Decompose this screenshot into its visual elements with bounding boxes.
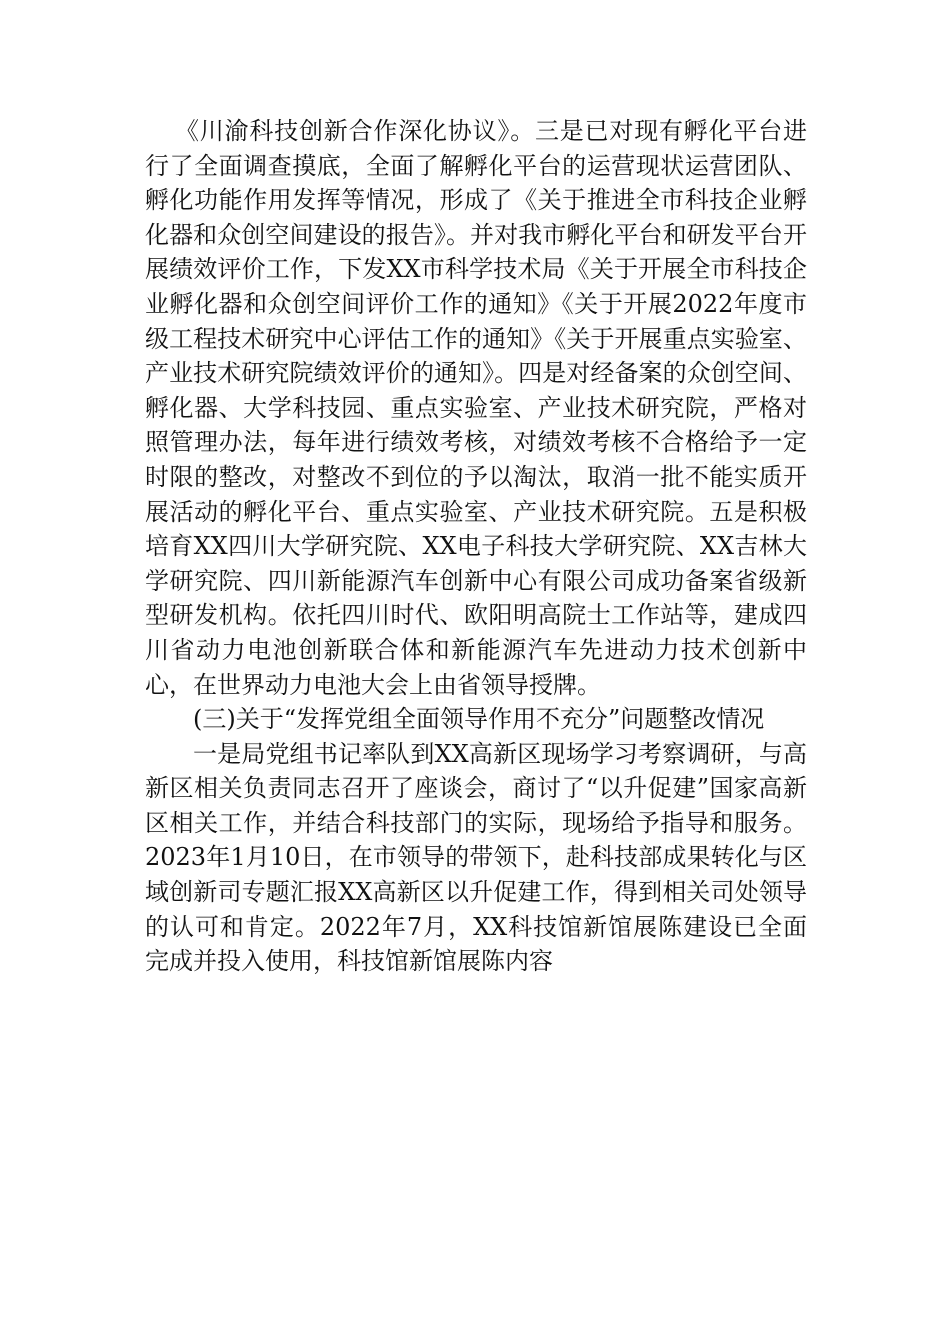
paragraph-incubation-platforms: 《川渝科技创新合作深化协议》。三是已对现有孵化平台进行了全面调查摸底，全面了解孵化平台的运营现状运营团队、孵化功能作用发挥等情况，形成了《关于推进全市科技企业孵化器和众创空间建设的报告》。并对我市孵化平台和研发平台开展绩效评价工作，下发XX市科学技术局《关于开展全市科技企业孵化器和众创空间评价工作的通知》《关于开展2022年度市级工程技术研究中心评估工作的通知》《关于开展重点实验室、产业技术研究院绩效评价的通知》。四是对经备案的众创空间、孵化器、大学科技园、重点实验室、产业技术研究院，严格对照管理办法，每年进行绩效考核，对绩效考核不合格给予一定时限的整改，对整改不到位的予以淘汰，取消一批不能实质开展活动的孵化平台、重点实验室、产业技术研究院。五是积极培育XX四川大学研究院、XX电子科技大学研究院、XX吉林大学研究院、四川新能源汽车创新中心有限公司成功备案省级新型研发机构。依托四川时代、欧阳明高院士工作站等，建成四川省动力电池创新联合体和新能源汽车先进动力技术创新中心，在世界动力电池大会上由省领导授牌。 [145, 117, 807, 699]
section-heading: (三)关于“发挥党组全面领导作用不充分”问题整改情况 [193, 705, 765, 734]
document-body [145, 114, 807, 979]
paragraph-high-tech-zone: 一是局党组书记率队到XX高新区现场学习考察调研，与高新区相关负责同志召开了座谈会，商讨了“以升促建”国家高新区相关工作，并结合科技部门的实际，现场给予指导和服务。2023年1月10日，在市领导的带领下，赴科技部成果转化与区域创新司专题汇报XX高新区以升促建工作，得到相关司处领导的认可和肯定。2022年7月，XX科技馆新馆展陈建设已全面完成并投入使用，科技馆新馆展陈内容 [145, 739, 807, 976]
